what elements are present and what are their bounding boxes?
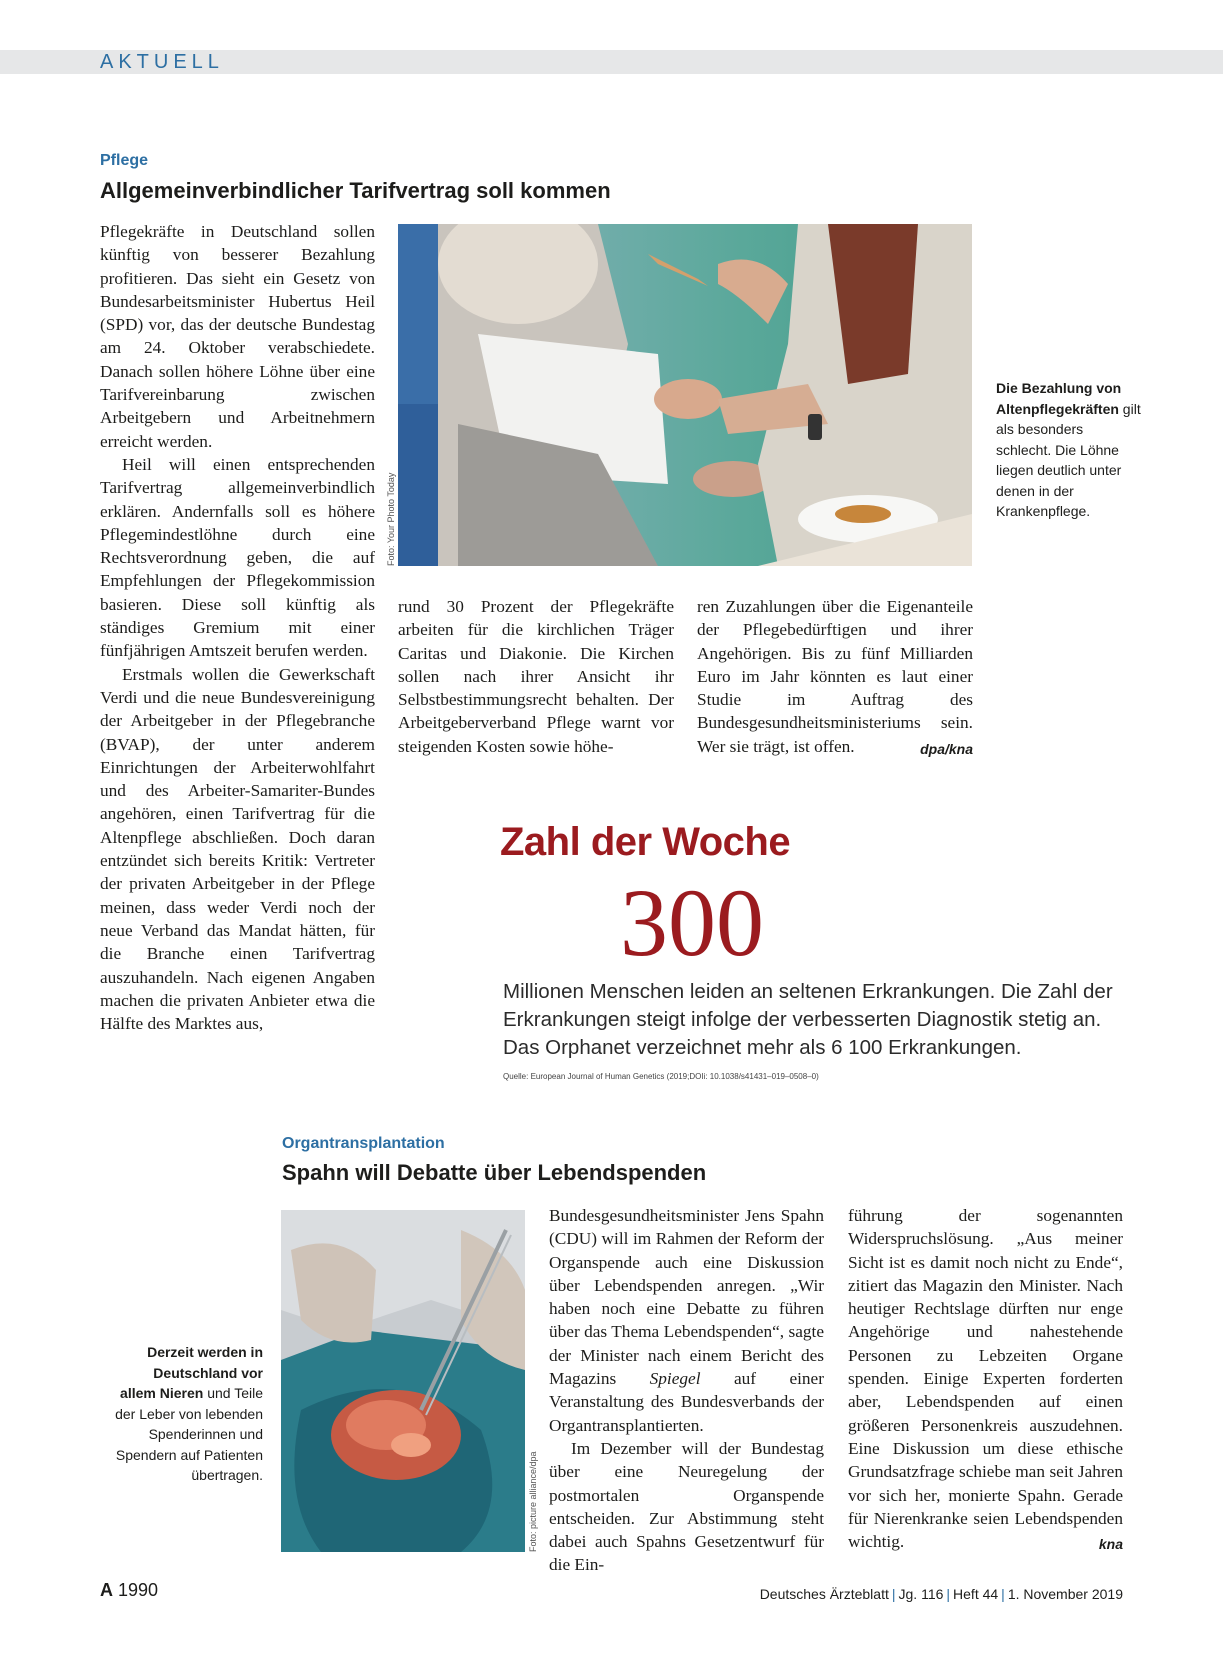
article1-caption (996, 378, 1141, 522)
article1-paragraph: rund 30 Prozent der Pflegekräfte arbeiten für die kirchlichen Träger Caritas und Diakonie. Die Kirchen sollen nach ihrer Ansicht ihr Selbstbestimmungsrecht behalten. Der Arbeitgeberverband Pflege warnt vor steigenden Kosten sowie höhe- (398, 597, 674, 756)
page-number: A 1990 (100, 1580, 159, 1600)
article2-paragraph: Im Dezember will der Bundestag über eine Neuregelung der postmortalen Organspende entscheiden. Zur Abstimmung steht dabei auch Spahns Gesetzentwurf für die Ein- (549, 1438, 824, 1575)
article1-photo (398, 224, 972, 566)
footer-citation: Deutsches Ärzteblatt | Jg. 116 | Heft 44 | 1. November 2019 (759, 1586, 1123, 1602)
article2-photo-credit: Foto: picture alliance/dpa (528, 1451, 538, 1552)
article2-caption (115, 1342, 263, 1486)
article1-paragraph: ren Zuzahlungen über die Eigenanteile der Pflegebedürftigen und ihrer Angehörigen. Bis zu fünf Milliarden Euro im Jahr könnten es laut einer Studie im Auftrag des Bundesgesundheitsministeriums sein. Wer sie trägt, ist offen. dpa/kna (697, 595, 973, 758)
article2-caption-bold: Derzeit werden in Deutschland vor allem Nieren (120, 1344, 263, 1401)
article1-column-2 (398, 595, 674, 758)
article2-column-2 (848, 1204, 1123, 1556)
article1-source: dpa/kna (920, 740, 973, 757)
article1-caption-bold: Die Bezahlung von Altenpflegekräften (996, 380, 1122, 417)
article1-caption-text: gilt als besonders schlecht. Die Löhne liegen deutlich unter denen in der Krankenpflege. (996, 400, 1141, 519)
article1-photo-credit: Foto: Your Photo Today (386, 472, 396, 566)
article1-paragraph: Heil will einen entsprechenden Tarifvertrag allgemeinverbindlich erklären. Andernfalls soll es höhere Pflegemindestlöhne durch eine Rechtsverordnung geben, die auf Empfehlungen der Pflegekommission basieren. Diese soll künftig als ständiges Gremium mit einer fünfjährigen Amtszeit berufen werden. (100, 454, 375, 661)
article2-caption-text: und Teile der Leber von lebenden Spenderinnen und Spendern auf Patienten übertragen. (115, 1385, 263, 1483)
article2-kicker: Organtransplantation (282, 1135, 445, 1152)
zahl-der-woche-source: Quelle: European Journal of Human Genetics (2019;DOIi: 10.1038/s41431–019–0508–0) (503, 1072, 819, 1081)
article1-column-3 (697, 595, 973, 761)
section-label: AKTUELL (100, 51, 224, 73)
zahl-der-woche-number: 300 (620, 869, 764, 976)
article2-paragraph: führung der sogenannten Widerspruchslösung. „Aus meiner Sicht ist es damit noch nicht zu Ende“, zitiert das Magazin den Minister. Nach heutiger Rechtslage dürften nur enge Angehörige und nahestehende Personen zu Lebzeiten Organe spenden. Einige Experten forderten aber, Lebendspenden auf einen größeren Personenkreis auszudehnen. Eine Diskussion um diese ethische Grundsatzfrage schiebe man seit Jahren vor sich her, monierte Spahn. Gerade für Nierenkranke seien Lebendspenden wichtig. kna (848, 1204, 1123, 1553)
article1-paragraph: Pflegekräfte in Deutschland sollen künftig von besserer Bezahlung profitieren. Das sieht ein Gesetz von Bundesarbeitsminister Hubertus Heil (SPD) vor, das der deutsche Bundestag am 24. Oktober verabschiedete. Danach sollen höhere Löhne über eine Tarifvereinbarung zwischen Arbeitgebern und Arbeitnehmern erreicht werden. (100, 222, 375, 451)
article2-column-1 (549, 1204, 824, 1577)
article1-paragraph: Erstmals wollen die Gewerkschaft Verdi und die neue Bundesvereinigung der Arbeitgeber in der Pflegebranche (BVAP), der unter anderem Einrichtungen der Arbeiterwohlfahrt und des Arbeiter-Samariter-Bundes angehören, einen Tarifvertrag für die Altenpflege abschließen. Doch daran entzündet sich bereits Kritik: Vertreter der privaten Arbeitgeber in der Pflege meinen, dass weder Verdi noch der neue Verband das Mandat hätten, für die Branche einen Tarifvertrag auszuhandeln. Nach eigenen Angaben machen die privaten Anbieter etwa die Hälfte des Marktes aus, (100, 664, 375, 1034)
article1-column-1 (100, 220, 375, 1035)
zahl-der-woche-title: Zahl der Woche (500, 820, 791, 864)
zahl-der-woche-text: Millionen Menschen leiden an seltenen Erkrankungen. Die Zahl der Erkrankungen steigt infolge der verbesserten Diagnostik stetig an. Das Orphanet verzeichnet mehr als 6 100 Erkrankungen. (503, 980, 1113, 1059)
article1-kicker: Pflege (100, 152, 149, 169)
article2-paragraph: Bundesgesundheitsminister Jens Spahn (CDU) will im Rahmen der Reform der Organspende auch eine Diskussion über Lebendspenden anregen. „Wir haben noch eine Debatte zu führen über das Thema Lebendspenden“, sagte der Minister nach einem Bericht des Magazins Spiegel auf einer Veranstaltung des Bundesverbands der Organtransplantierten. (549, 1206, 824, 1435)
article2-photo (281, 1210, 525, 1552)
article2-headline: Spahn will Debatte über Lebendspenden (282, 1160, 707, 1185)
article2-source: kna (1098, 1536, 1123, 1553)
article1-headline: Allgemeinverbindlicher Tarifvertrag soll kommen (100, 178, 611, 203)
